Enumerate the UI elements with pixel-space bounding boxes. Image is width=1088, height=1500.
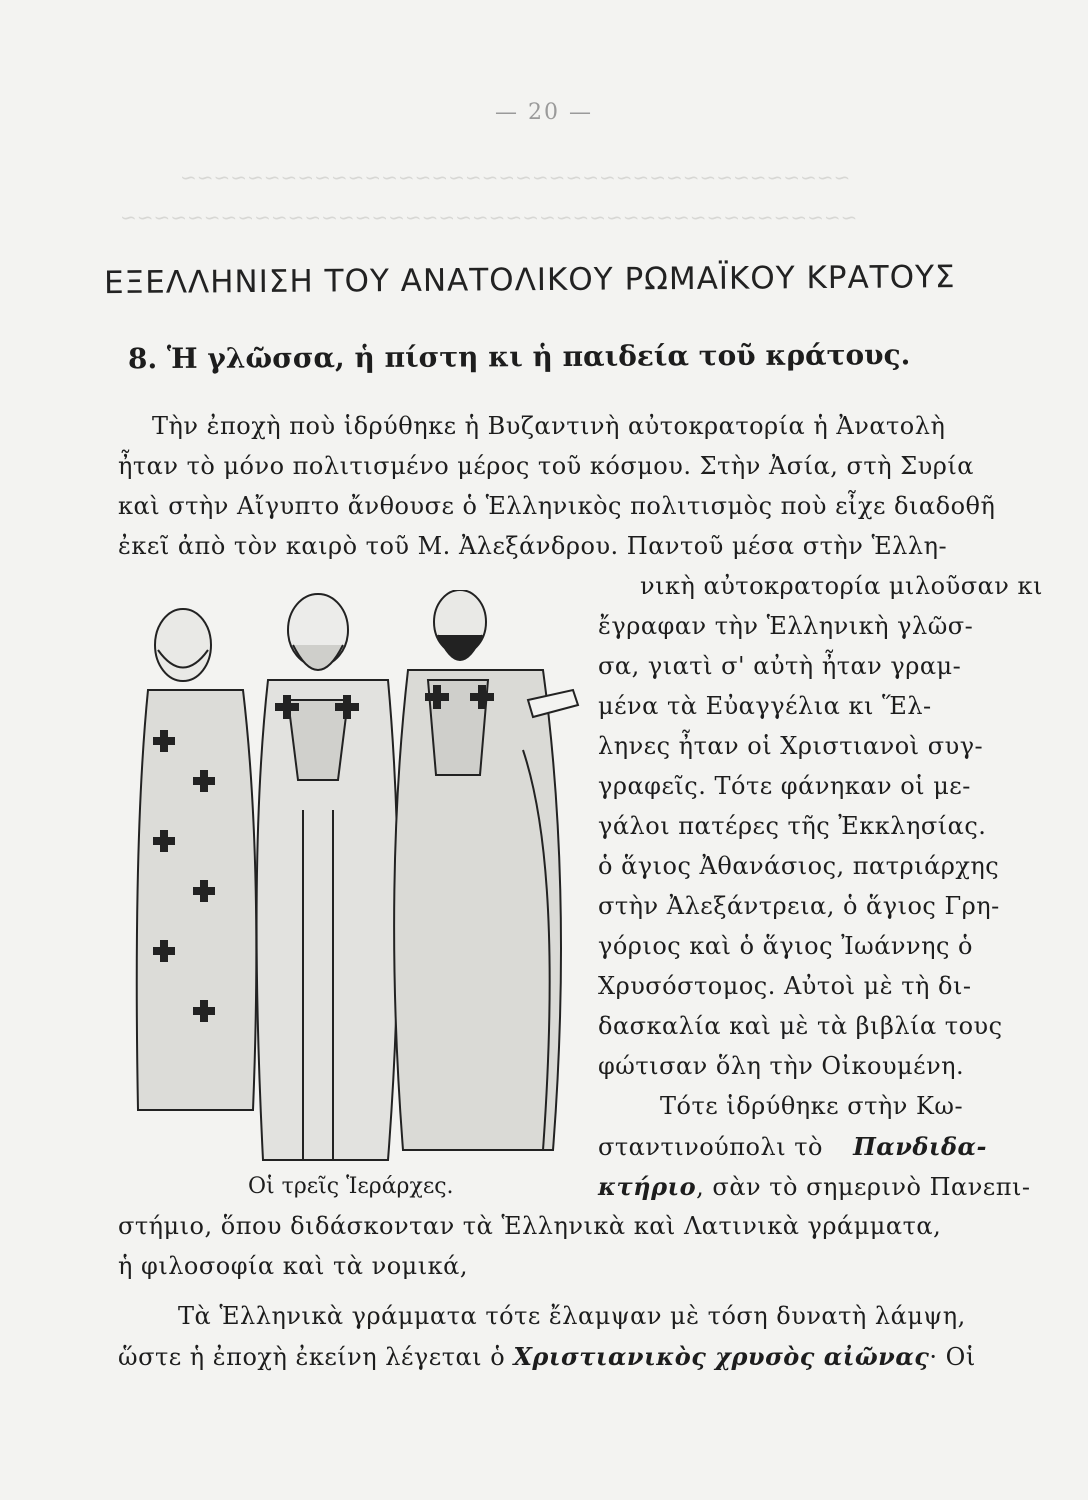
paragraph-line-text: · Οἱ bbox=[929, 1343, 976, 1371]
column-line: στὴν Ἀλεξάντρεια, ὁ ἅγιος Γρη- bbox=[598, 892, 1000, 920]
column-line bbox=[598, 1172, 1031, 1201]
paragraph-line: ἡ φιλοσοφία καὶ τὰ νομικά, bbox=[118, 1252, 469, 1280]
column-line: ὁ ἅγιος Ἀθανάσιος, πατριάρχης bbox=[598, 852, 1000, 880]
column-line: ληνες ἦταν οἱ Χριστιανοὶ συγ- bbox=[598, 732, 984, 760]
column-line: Χρυσόστομος. Αὐτοὶ μὲ τὴ δι- bbox=[598, 972, 972, 1000]
column-line: γόριος καὶ ὁ ἅγιος Ἰωάννης ὁ bbox=[598, 932, 973, 960]
column-line: δασκαλία καὶ μὲ τὰ βιβλία τους bbox=[598, 1012, 1003, 1040]
paragraph-line-text: ὥστε ἡ ἐποχὴ ἐκείνη λέγεται ὁ bbox=[118, 1343, 506, 1371]
paragraph-line: στήμιο, ὅπου διδάσκονταν τὰ Ἑλληνικὰ καὶ Λατινικὰ γράμματα, bbox=[118, 1212, 942, 1240]
bold-term: Πανδιδα- bbox=[853, 1132, 987, 1161]
bleed-through-decoration: ~~~~~~~~~~~~~~~~~~~~~~~~~~~~~~~~~~~~~~~~~~~~ bbox=[120, 205, 858, 229]
column-line: σα, γιατὶ σ' αὐτὴ ἦταν γραμ- bbox=[598, 652, 962, 680]
paragraph-line bbox=[118, 1342, 976, 1371]
bold-term: κτήριο bbox=[598, 1172, 697, 1201]
column-line-text: , σὰν τὸ σημερινὸ Πανεπι- bbox=[696, 1173, 1031, 1201]
column-line-text: σταντινούπολι τὸ bbox=[598, 1133, 823, 1161]
column-line bbox=[598, 1132, 987, 1161]
column-line: γάλοι πατέρες τῆς Ἐκκλησίας. bbox=[598, 812, 987, 840]
figure-caption: Οἱ τρεῖς Ἱεράρχες. bbox=[248, 1174, 454, 1199]
column-line: μένα τὰ Εὐαγγέλια κι Ἕλ- bbox=[598, 692, 932, 720]
paragraph-line: ἦταν τὸ μόνο πολιτισμένο μέρος τοῦ κόσμου. Στὴν Ἀσία, στὴ Συρία bbox=[118, 452, 974, 480]
column-line: Τότε ἱδρύθηκε στὴν Κω- bbox=[660, 1092, 964, 1120]
section-title: 8. Ἡ γλῶσσα, ἡ πίστη κι ἡ παιδεία τοῦ κράτους. bbox=[127, 338, 911, 376]
chapter-title: ΕΞΕΛΛΗΝΙΣΗ ΤΟΥ ΑΝΑΤΟΛΙΚΟΥ ΡΩΜΑΪΚΟΥ ΚΡΑΤΟΥΣ bbox=[103, 259, 956, 302]
paragraph-line: Τὴν ἐποχὴ ποὺ ἱδρύθηκε ἡ Βυζαντινὴ αὐτοκρατορία ἡ Ἀνατολὴ bbox=[152, 412, 946, 440]
bold-phrase: Χριστιανικὸς χρυσὸς αἰῶνας bbox=[513, 1342, 930, 1371]
three-hierarchs-engraving-icon bbox=[128, 590, 580, 1170]
paragraph-line: καὶ στὴν Αἴγυπτο ἄνθουσε ὁ Ἑλληνικὸς πολιτισμὸς ποὺ εἶχε διαδοθῆ bbox=[118, 492, 996, 520]
page-number: — 20 — bbox=[495, 100, 593, 125]
paragraph-line: ἐκεῖ ἀπὸ τὸν καιρὸ τοῦ Μ. Ἀλεξάνδρου. Παντοῦ μέσα στὴν Ἑλλη- bbox=[118, 532, 948, 560]
column-line: νικὴ αὐτοκρατορία μιλοῦσαν κι bbox=[640, 572, 1043, 600]
column-line: γραφεῖς. Τότε φάνηκαν οἱ με- bbox=[598, 772, 971, 800]
paragraph-line: Τὰ Ἑλληνικὰ γράμματα τότε ἔλαμψαν μὲ τόση δυνατὴ λάμψη, bbox=[178, 1302, 966, 1330]
bleed-through-decoration: ~~~~~~~~~~~~~~~~~~~~~~~~~~~~~~~~~~~~~~~~ bbox=[180, 165, 851, 189]
column-line: ἔγραφαν τὴν Ἑλληνικὴ γλῶσ- bbox=[598, 612, 974, 640]
column-line: φώτισαν ὅλη τὴν Οἰκουμένη. bbox=[598, 1052, 965, 1080]
